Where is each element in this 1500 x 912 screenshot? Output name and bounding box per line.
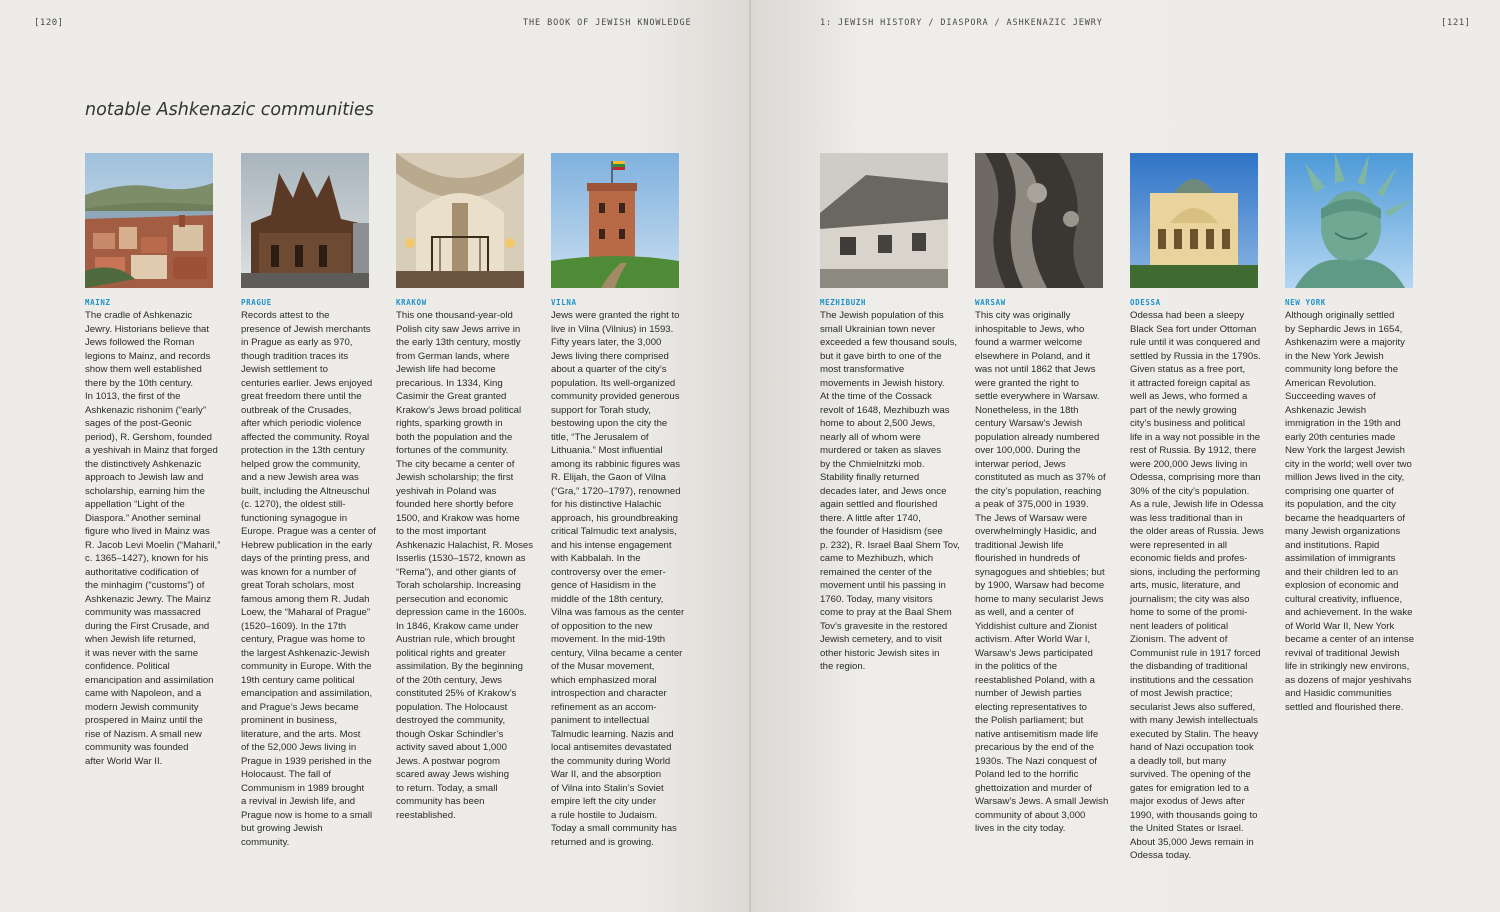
- community-description: The Jewish population of this small Ukrainian town never exceeded a few thousand souls, but it gave birth to one of the most transformative movements in Jewish history. At the time of the Cossack revolt of 1648, Mezhibuzh was home to about 2,500 Jews, nearly all of whom were murdered or taken as slaves by the Chmielnitzki mob. Stability finally returned decades later, and Jews once again settled and flourished there. A little after 1740, the founder of Hasidism (see p. 232), R. Israel Baal Shem Tov, came to Mezhibuzh, which remained the center of the movement until his passing in 1760. Today, many visitors come to pray at the Baal Shem Tov’s gravesite in the restored Jewish cemetery, and to visit other historic Jewish sites in the region.: [820, 310, 960, 672]
- community-name: ODESSA: [1130, 298, 1161, 307]
- community-name: MAINZ: [85, 298, 111, 307]
- community-name: PRAGUE: [241, 298, 272, 307]
- mezhibuzh-house-photo: [820, 153, 948, 288]
- community-description: This one thousand-year-old Polish city saw Jews arrive in the early 13th century, mostly from German lands, where Jewish life had become precarious. In 1334, King Casimir the Great granted Krakow’s Jews broad political rights, sparking growth in both the population and the fortunes of the community. The city became a center of Jewish scholarship; the first yeshivah in Poland was founded here shortly before 1500, and Krakow was home to the most important Ashkenazic Halachist, R. Moses Isserlis (1530–1572, known as “Rema”), and other giants of Torah scholarship. Increasing persecution and economic depression came in the 1600s. In 1846, Krakow came under Austrian rule, which brought political rights and greater assimilation. By the beginning of the 20th century, Jews constituted 25% of Krakow’s population. The Holocaust destroyed the community, though Oskar Schindler’s activity saved about 1,000 Jews. A postwar pogrom scared away Jews wishing to return. Today, a small community has been reestablished.: [396, 310, 534, 821]
- right-page-number: [121]: [1441, 18, 1471, 28]
- community-new-york: [1285, 153, 1425, 714]
- new-york-liberty-photo: [1285, 153, 1413, 288]
- community-name: MEZHIBUZH: [820, 298, 867, 307]
- community-description: The cradle of Ashkenazic Jewry. Historians believe that Jews followed the Roman legions to Mainz, and records show them well established there by the 10th century. In 1013, the first of the Ashkenazic rishonim (“early” sages of the post-Geonic period), R. Gershom, founded a yeshivah in Mainz that forged the distinctively Ashkenazic approach to Jewish law and scholarship, earning him the appellation “Light of the Diaspora.” Another seminal figure who lived in Mainz was R. Jacob Levi Moelin (“Maharil,” c. 1365–1427), known for his authoritative codification of the minhagim (“customs”) of Ashkenazic Jewry. The Mainz community was massacred during the First Crusade, and when Jewish life returned, it was never with the same confidence. Political emancipation and assimilation came with Napoleon, and a modern Jewish community prospered in Mainz until the rise of Nazism. A small new community was founded after World War II.: [85, 310, 221, 767]
- community-name: NEW YORK: [1285, 298, 1326, 307]
- community-krakow: [396, 153, 536, 822]
- krakow-synagogue-interior-photo: [396, 153, 524, 288]
- odessa-opera-photo: [1130, 153, 1258, 288]
- left-page-number: [120]: [34, 18, 64, 28]
- community-description: Although originally settled by Sephardic Jews in 1654, Ashkenazim were a majority in the New York Jewish community long before the American Revolution. Succeeding waves of Ashkenazic Jewish immigration in the 19th and early 20th centuries made New York the largest Jewish city in the world; well over two million Jews lived in the city, comprising one quarter of its population, and the city became the headquarters of many Jewish organizations and institutions. Rapid assimilation of immigrants and their children led to an explosion of economic and cultural creativity, influence, and achievement. In the wake of World War II, New York became a center of an intense revival of traditional Jewish life in strikingly new environs, as dozens of major yeshivahs and Hasidic communities settled and flourished there.: [1285, 310, 1415, 713]
- mainz-town-photo: [85, 153, 213, 288]
- vilna-tower-photo: [551, 153, 679, 288]
- community-name: WARSAW: [975, 298, 1006, 307]
- community-description: Jews were granted the right to live in Vilna (Vilnius) in 1593. Fifty years later, the 3,000 Jews living there comprised about a quarter of the city’s population. Its well-organized community provided generous support for Torah study, bestowing upon the city the title, “The Jerusalem of Lithuania.” Most influential among its rabbinic figures was R. Elijah, the Gaon of Vilna (“Gra,” 1720–1797), renowned for his distinctive Halachic approach, his groundbreaking critical Talmudic text analysis, and his intense engagement with Kabbalah. In the controversy over the emer- gence of Hasidism in the middle of the 18th century, Vilna was famous as the center of opposition to the new movement. In the mid-19th century, Vilna became a center of the Musar movement, which emphasized moral introspection and character refinement as an accom- paniment to intellectual Talmudic learning. Nazis and local antisemites devastated the community during World War II, and the absorption of Vilna into Stalin’s Soviet empire left the city under a rule hostile to Judaism. Today a small community has returned and is growing.: [551, 310, 685, 848]
- community-description: This city was originally inhospitable to Jews, who found a warmer welcome elsewhere in Poland, and it was not until 1862 that Jews were granted the right to settle everywhere in Warsaw. Nonetheless, in the 18th century Warsaw’s Jewish population already numbered over 100,000. During the interwar period, Jews constituted as much as 37% of the city’s population, reaching a peak of 375,000 in 1939. The Jews of Warsaw were overwhelmingly Hasidic, and traditional Jewish life flourished in hundreds of synagogues and shtiebles; but by 1900, Warsaw had become home to many secularist Jews as well, and a center of Yiddishist culture and Zionist activism. After World War I, Warsaw’s Jews participated in the politics of the reestablished Poland, with a number of Jewish parties electing representatives to the Polish parliament; but native antisemitism made life precarious by the end of the 1930s. The Nazi conquest of Poland led to the horrific ghettoization and murder of Warsaw’s Jews. A small Jewish community of about 3,000 lives in the city today.: [975, 310, 1109, 834]
- community-description: Odessa had been a sleepy Black Sea fort under Ottoman rule until it was conquered and settled by Russia in the 1790s. Given status as a free port, it attracted foreign capital as well as Jews, who formed a part of the newly growing city’s business and political life in a way not possible in the rest of Russia. By 1912, there were 200,000 Jews living in Odessa, comprising more than 30% of the city’s population. As a rule, Jewish life in Odessa was less traditional than in the older areas of Russia. Jews were represented in all economic fields and profes- sions, including the performing arts, music, literature, and journalism; the city was also home to some of the promi- nent leaders of political Zionism. The advent of Communist rule in 1917 forced the disbanding of traditional institutions and the cessation of most Jewish practice; secularist Jews also suffered, with many Jewish intellectuals executed by Stalin. The heavy hand of Nazi occupation took a deadly toll, but many survived. The opening of the gates for emigration led to a major exodus of Jews after 1990, with thousands going to the United States or Israel. About 35,000 Jews remain in Odessa today.: [1130, 310, 1264, 861]
- community-name: KRAKOW: [396, 298, 427, 307]
- running-header-book-title: THE BOOK OF JEWISH KNOWLEDGE: [523, 18, 692, 28]
- community-name: VILNA: [551, 298, 577, 307]
- community-odessa: [1130, 153, 1270, 863]
- community-mezhibuzh: [820, 153, 960, 674]
- community-prague: [241, 153, 381, 849]
- community-vilna: [551, 153, 691, 849]
- prague-synagogue-photo: [241, 153, 369, 288]
- section-title: notable Ashkenazic communities: [85, 100, 374, 120]
- running-header-breadcrumb: 1: JEWISH HISTORY / DIASPORA / ASHKENAZIC JEWRY: [820, 18, 1103, 28]
- right-page: [751, 0, 1500, 912]
- left-page: [0, 0, 749, 912]
- community-warsaw: [975, 153, 1115, 836]
- community-description: Records attest to the presence of Jewish merchants in Prague as early as 970, though tradition traces its Jewish settlement to centuries earlier. Jews enjoyed great freedom there until the outbreak of the Crusades, after which periodic violence affected the community. Royal protection in the 13th century helped grow the community, and a new Jewish area was built, including the Altneuschul (c. 1270), the oldest still- functioning synagogue in Europe. Prague was a center of Hebrew publication in the early days of the printing press, and was known for a number of great Torah scholars, most famous among them R. Judah Loew, the “Maharal of Prague” (1520–1609). In the 17th century, Prague was home to the largest Ashkenazic-Jewish community in Europe. With the 19th century came political emancipation and assimilation, and Prague’s Jews became prominent in business, literature, and the arts. Most of the 52,000 Jews living in Prague in 1939 perished in the Holocaust. The fall of Communism in 1989 brought a revival in Jewish life, and Prague now is home to a small but growing Jewish community.: [241, 310, 376, 848]
- warsaw-monument-photo: [975, 153, 1103, 288]
- community-mainz: [85, 153, 225, 768]
